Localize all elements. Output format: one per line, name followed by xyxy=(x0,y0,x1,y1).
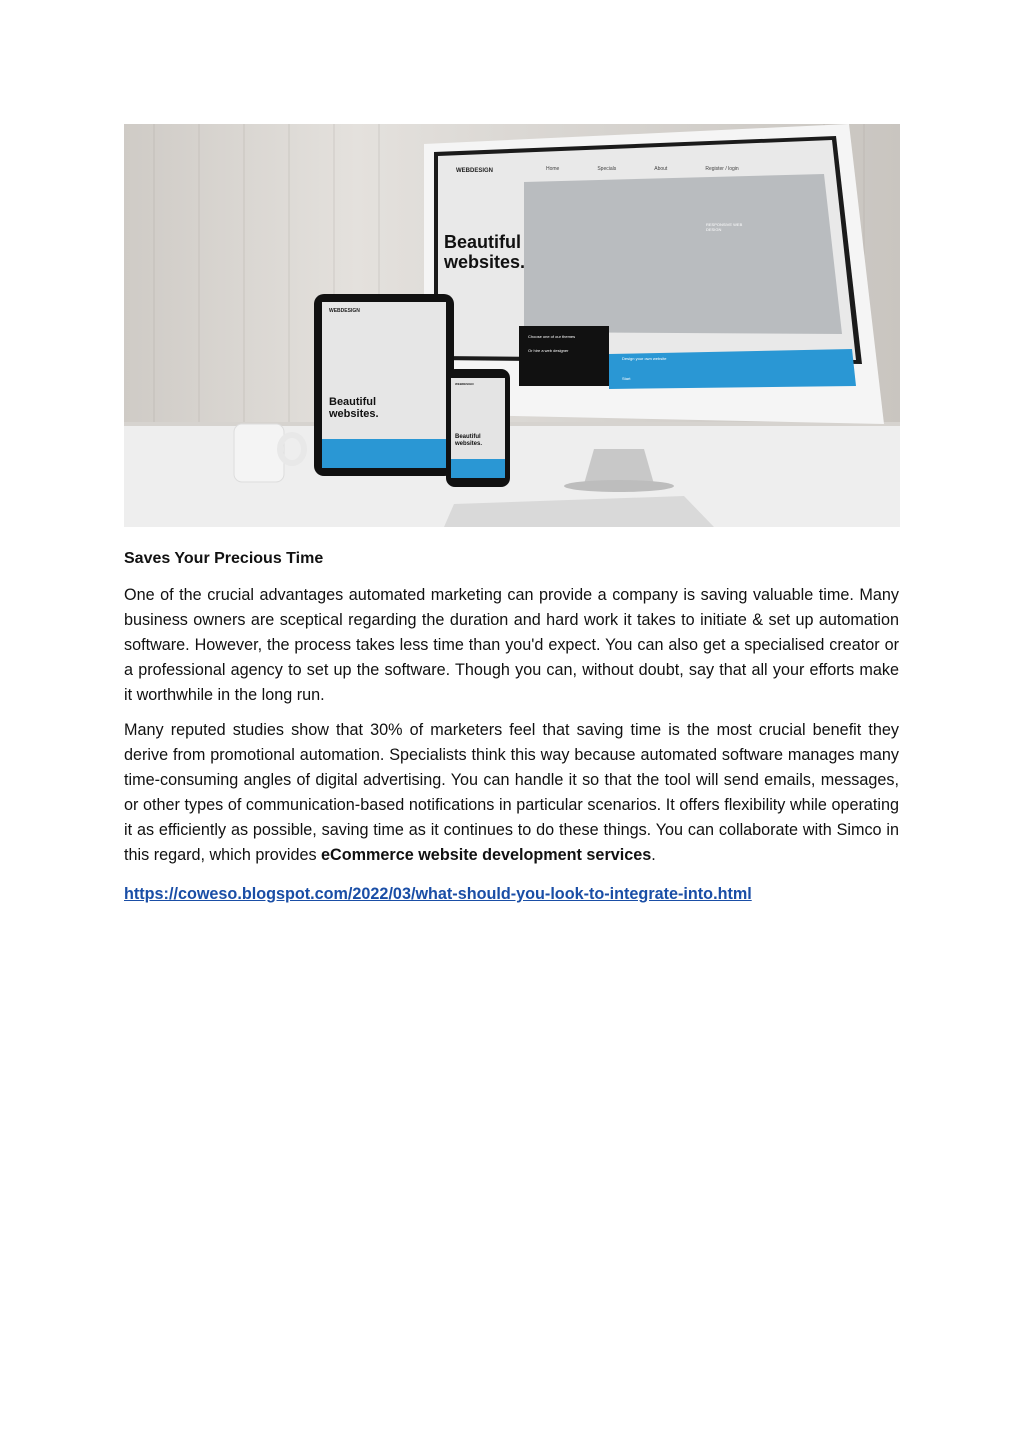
monitor-nav-home[interactable]: Home xyxy=(546,166,560,172)
monitor-blue-band-title: Design your own website xyxy=(622,356,667,361)
monitor-dark-box-title-2: Or hire a web designer xyxy=(528,348,569,353)
monitor-overlay-text: RESPONSIVE WEB DESIGN xyxy=(706,222,743,232)
monitor-nav-specials[interactable]: Specials xyxy=(597,166,617,172)
paragraph-2-end: . xyxy=(651,846,656,864)
tablet-headline xyxy=(329,396,379,420)
ecommerce-services-highlight: eCommerce website development services xyxy=(321,846,652,864)
monitor-dark-box xyxy=(528,334,604,354)
paragraph-2-text: Many reputed studies show that 30% of marketers feel that saving time is the most crucial benefit they derive from promotional automation. Specialists think this way because automated software manages many time-consuming angles of digital advertising. You can handle it so that the tool will send emails, messages, or other types of communication-based notifications in particular scenarios. It offers flexibility while operating it as efficiently as possible, saving time as it continues to do these things. You can collaborate with Simco in this regard, which provides xyxy=(124,721,899,864)
source-link[interactable]: https://coweso.blogspot.com/2022/03/what-should-you-look-to-integrate-into.html xyxy=(124,885,752,903)
monitor-nav-register[interactable]: Register / login xyxy=(705,166,739,172)
article-body xyxy=(124,540,899,907)
tablet-brand: WEBDESIGN xyxy=(329,308,360,314)
paragraph-1: One of the crucial advantages automated marketing can provide a company is saving valuable time. Many business owners are sceptical regarding the duration and hard work it takes to initiate & set up automation software. However, the process takes less time than you'd expect. You can also get a specialised creator or a professional agency to set up the software. Though you can, without doubt, say that all your efforts make it worthwhile in the long run. xyxy=(124,586,899,704)
monitor-headline-line1: Beautiful xyxy=(444,232,522,252)
devices-illustration xyxy=(124,124,900,527)
monitor-brand: WEBDESIGN xyxy=(456,168,494,174)
monitor-headline-line2: websites. xyxy=(444,252,526,272)
phone-headline-line1: Beautiful xyxy=(455,434,481,440)
monitor-dark-box-title: Choose one of our themes xyxy=(528,334,576,339)
phone-brand: WEBDESIGN xyxy=(455,382,474,386)
paragraph-2 xyxy=(124,718,899,868)
phone-headline xyxy=(455,434,482,448)
tablet-headline-line2: websites. xyxy=(329,408,379,420)
section-heading: Saves Your Precious Time xyxy=(124,550,324,567)
monitor-start-button[interactable]: Start xyxy=(622,376,631,381)
monitor-headline xyxy=(444,232,525,272)
monitor-nav xyxy=(546,166,739,172)
phone-headline-line2: websites. xyxy=(455,441,483,447)
tablet-headline-line1: Beautiful xyxy=(329,396,377,408)
hero-image xyxy=(124,124,900,527)
monitor-nav-about[interactable]: About xyxy=(654,166,668,172)
